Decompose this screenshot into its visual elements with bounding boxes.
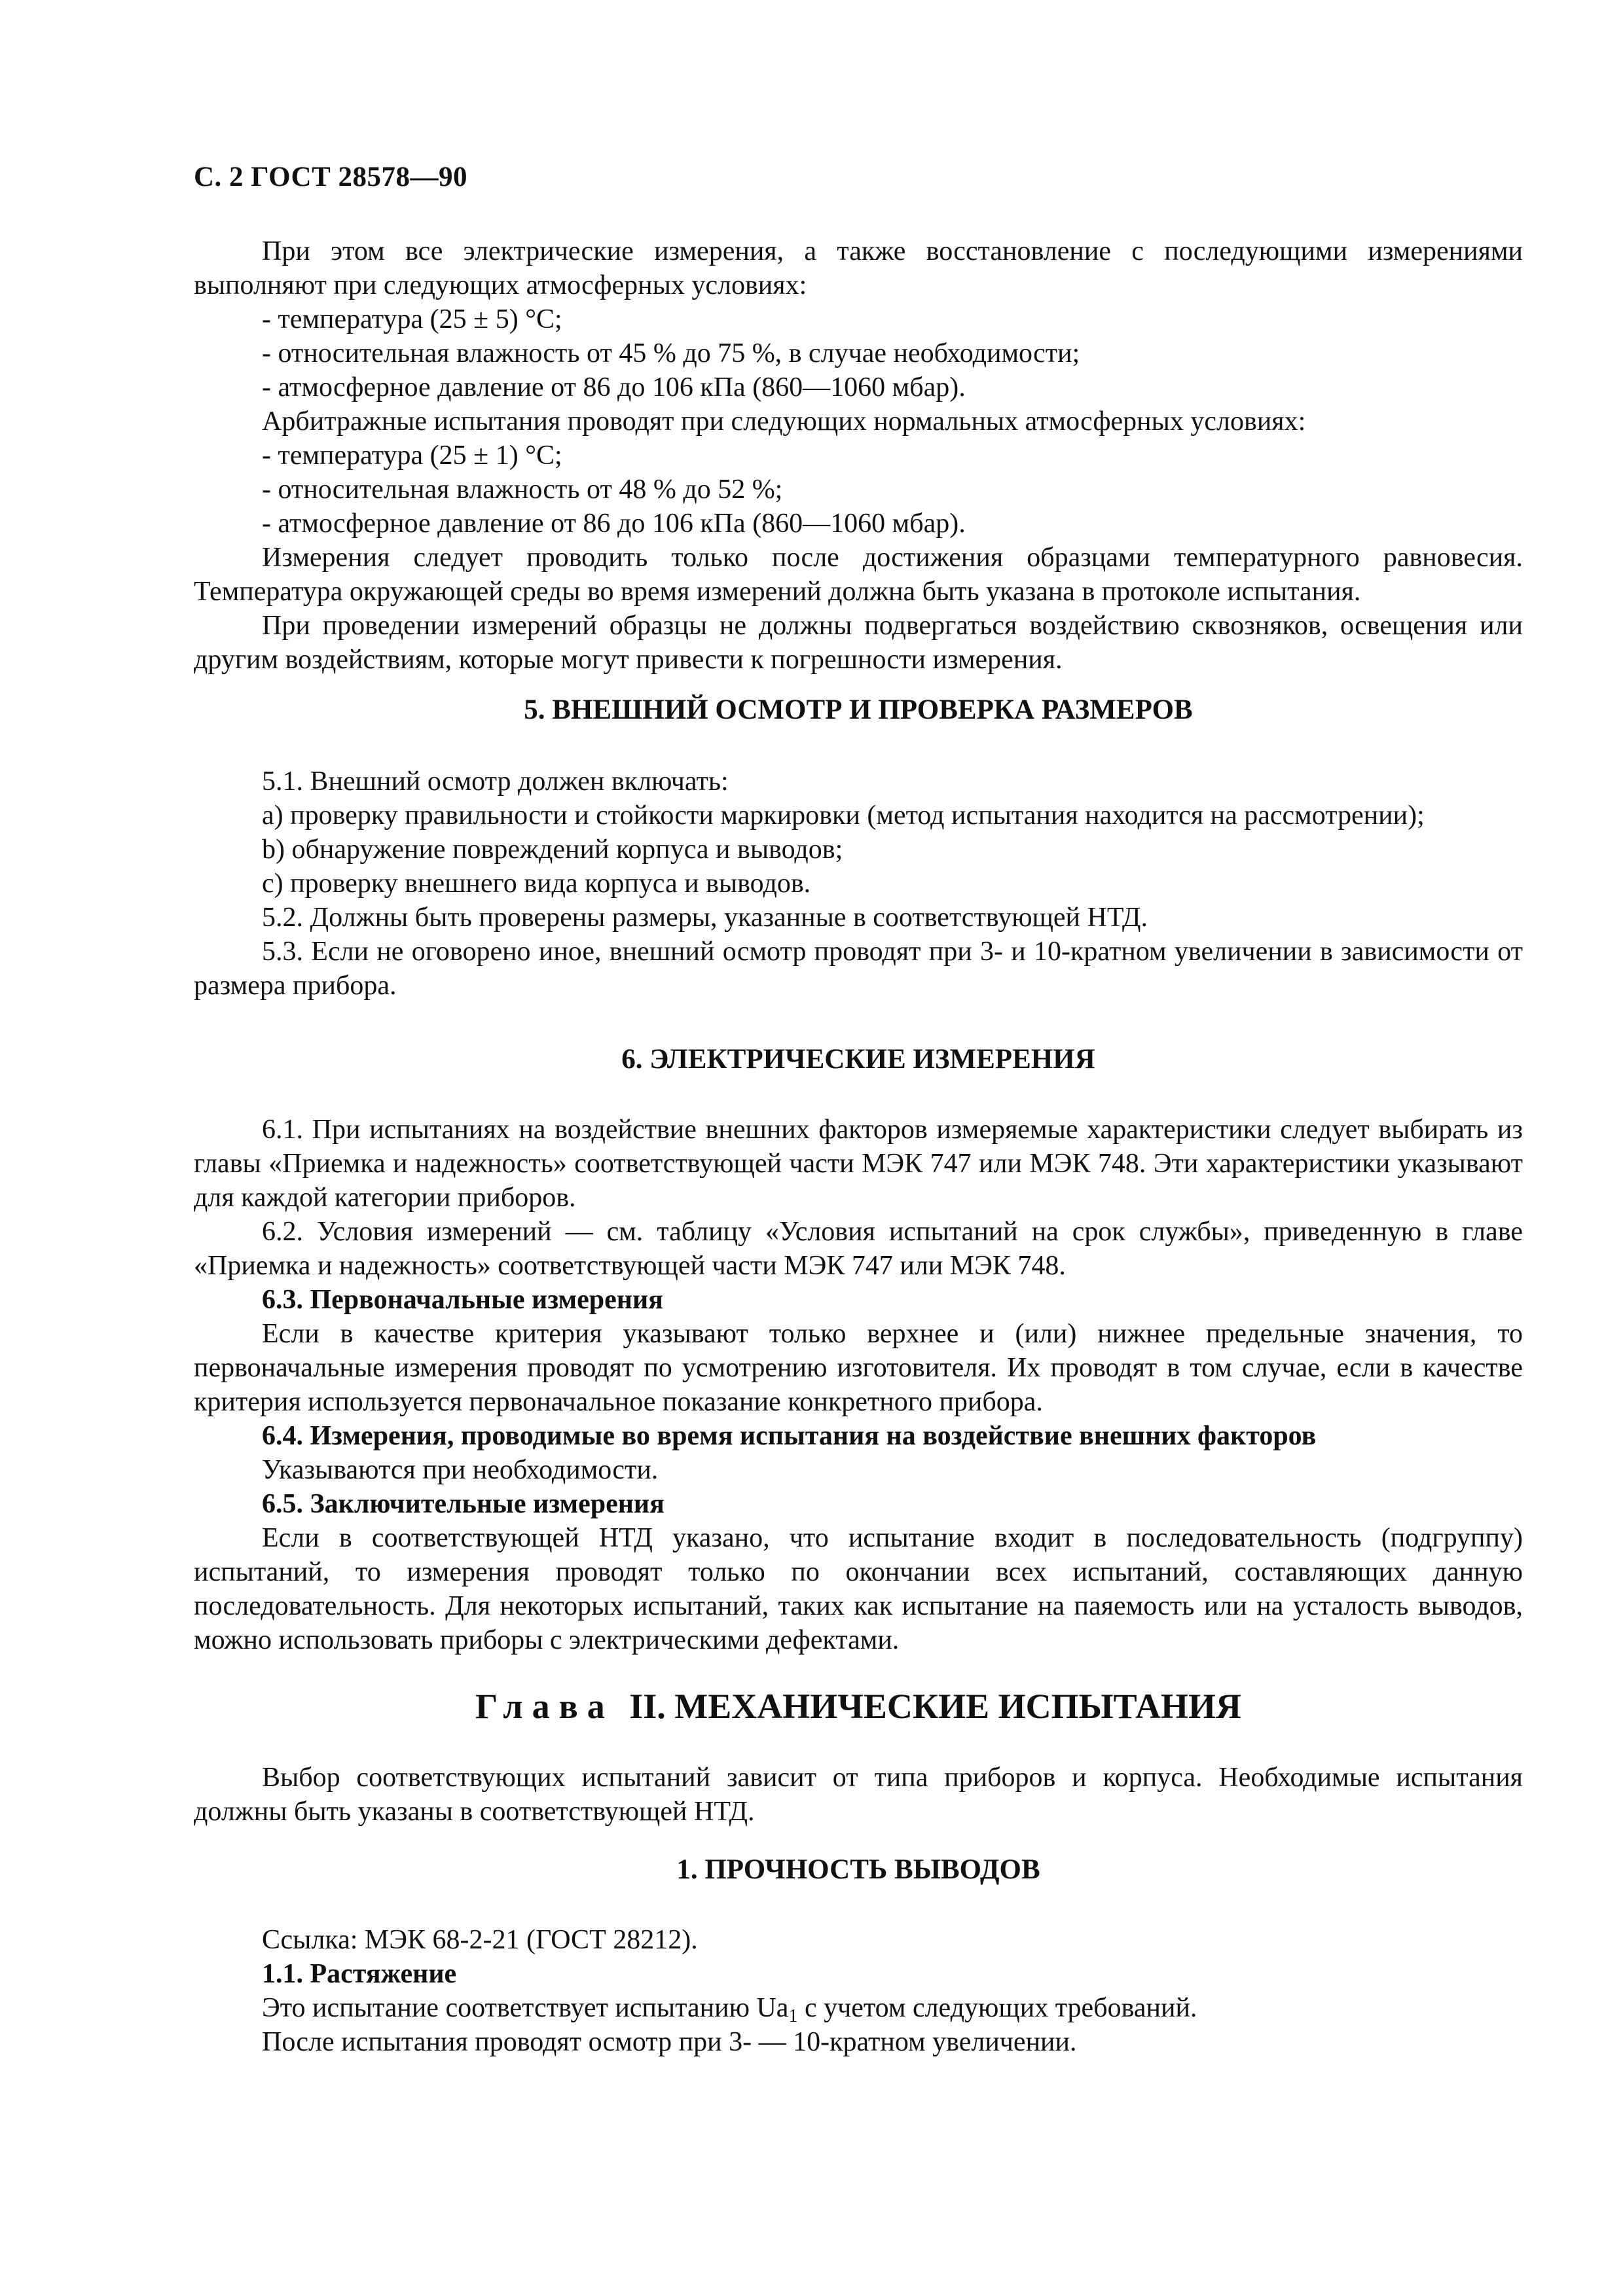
paragraph-intro: При этом все электрические измерения, а также восстановление с последующими измерениями выполняют при следующих атмосферных условиях:: [194, 236, 1523, 300]
subheading-1-1: 1.1. Растяжение: [262, 1959, 457, 1989]
paragraph-6-3: Если в качестве критерия указывают только верхнее и (или) нижнее предельные значения, то первоначальные измерения проводят по усмотрению изготовителя. Их проводят в том случае, если в качестве критерия используется первоначальное показание конкретного прибора.: [194, 1319, 1523, 1417]
paragraph-chapter-intro: Выбор соответствующих испытаний зависит от типа приборов и корпуса. Необходимые испытания должны быть указаны в соответствующей НТД.: [194, 1763, 1523, 1827]
paragraph-5-1: 5.1. Внешний осмотр должен включать:: [262, 766, 729, 797]
paragraph-arbitration: Арбитражные испытания проводят при следующих нормальных атмосферных условиях:: [262, 406, 1306, 437]
paragraph-1-1: [194, 1991, 1523, 2025]
paragraph-drafts: При проведении измерений образцы не должны подвергаться воздействию сквозняков, освещения или другим воздействиям, которые могут привести к погрешности измерения.: [194, 611, 1523, 675]
section-4-body: [194, 234, 1523, 677]
paragraph-1-1-text-end: с учетом следующих требований.: [797, 1993, 1197, 2023]
paragraph-6-4: Указываются при необходимости.: [262, 1455, 659, 1485]
section-6-heading: 6. ЭЛЕКТРИЧЕСКИЕ ИЗМЕРЕНИЯ: [621, 1044, 1095, 1075]
list-item: - температура (25 ± 1) °С;: [262, 440, 562, 471]
page-header: С. 2 ГОСТ 28578—90: [194, 162, 468, 192]
list-item: - относительная влажность от 48 % до 52 %;: [262, 475, 783, 505]
section-1-heading: 1. ПРОЧНОСТЬ ВЫВОДОВ: [676, 1854, 1040, 1885]
paragraph-1-1-text: Это испытание соответствует испытанию Ua: [262, 1993, 789, 2023]
chapter-title: II. МЕХАНИЧЕСКИЕ ИСПЫТАНИЯ: [629, 1687, 1241, 1726]
list-item-a: a) проверку правильности и стойкости маркировки (метод испытания находится на рассмотрении);: [262, 800, 1425, 831]
subheading-6-5: 6.5. Заключительные измерения: [262, 1489, 665, 1519]
list-item-c: c) проверку внешнего вида корпуса и выводов.: [262, 869, 811, 899]
subheading-6-4: 6.4. Измерения, проводимые во время испытания на воздействие внешних факторов: [262, 1421, 1317, 1451]
paragraph-6-1: 6.1. При испытаниях на воздействие внешних факторов измеряемые характеристики следует выбирать из главы «Приемка и надежность» соответствующей части МЭК 747 или МЭК 748. Эти характеристики указывают для каждой категории приборов.: [194, 1115, 1523, 1213]
list-item: - температура (25 ± 5) °С;: [262, 304, 562, 334]
section-1-body: [194, 1923, 1523, 2059]
subscript-index: 1: [788, 2006, 798, 2026]
reference-line: Ссылка: МЭК 68-2-21 (ГОСТ 28212).: [262, 1925, 698, 1955]
paragraph-6-2: 6.2. Условия измерений — см. таблицу «Условия испытаний на срок службы», приведенную в главе «Приемка и надежность» соответствующей части МЭК 747 или МЭК 748.: [194, 1217, 1523, 1281]
paragraph-1-1-inspection: После испытания проводят осмотр при 3- — 10-кратном увеличении.: [262, 2027, 1077, 2057]
section-6-body: [194, 1113, 1523, 1657]
paragraph-5-3: 5.3. Если не оговорено иное, внешний осмотр проводят при 3- и 10-кратном увеличении в зависимости от размера прибора.: [194, 937, 1523, 1001]
list-item: - атмосферное давление от 86 до 106 кПа (860—1060 мбар).: [262, 372, 966, 403]
list-item: - атмосферное давление от 86 до 106 кПа (860—1060 мбар).: [262, 509, 966, 539]
paragraph-6-5: Если в соответствующей НТД указано, что испытание входит в последовательность (подгруппу) испытаний, то измерения проводят только по окончании всех испытаний, составляющих данную последовательность. Для некоторых испытаний, таких как испытание на паяемость или на усталость выводов, можно использовать приборы с электрическими дефектами.: [194, 1523, 1523, 1655]
paragraph-5-2: 5.2. Должны быть проверены размеры, указанные в соответствующей НТД.: [262, 903, 1148, 933]
chapter-word: Глава: [475, 1687, 614, 1726]
section-5-body: [194, 764, 1523, 1003]
subheading-6-3: 6.3. Первоначальные измерения: [262, 1285, 663, 1315]
chapter-2-intro: [194, 1761, 1523, 1829]
list-item: - относительная влажность от 45 % до 75 %, в случае необходимости;: [262, 338, 1080, 368]
section-5-heading: 5. ВНЕШНИЙ ОСМОТР И ПРОВЕРКА РАЗМЕРОВ: [524, 694, 1193, 725]
list-item-b: b) обнаружение повреждений корпуса и выводов;: [262, 834, 843, 865]
paragraph-equilibrium: Измерения следует проводить только после достижения образцами температурного равновесия. Температура окружающей среды во время измерений должна быть указана в протоколе испытания.: [194, 543, 1523, 607]
chapter-2-heading: [194, 1686, 1523, 1727]
